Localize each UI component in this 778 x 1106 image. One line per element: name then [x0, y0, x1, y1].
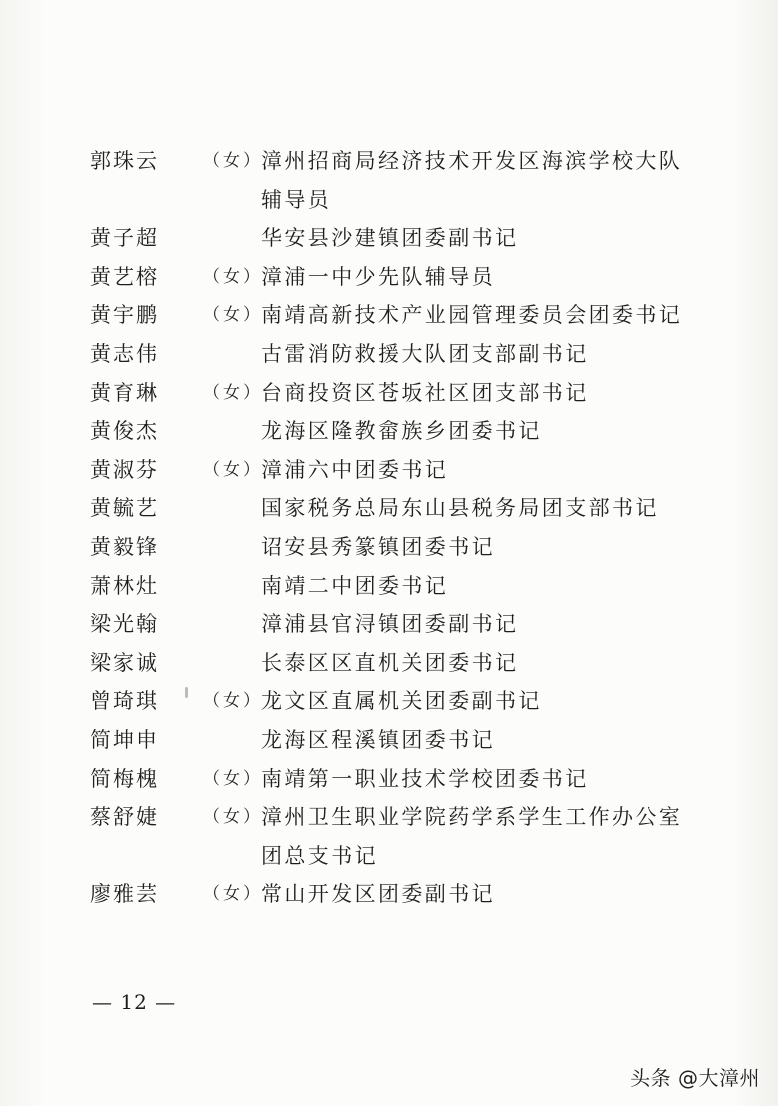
scan-speck: [185, 687, 188, 698]
person-name: 黄淑芬: [90, 457, 159, 482]
person-title: 龙文区直属机关团委副书记: [261, 689, 542, 714]
person-title: 漳浦六中团委书记: [261, 457, 449, 482]
list-item: [0, 489, 778, 528]
person-title: 漳浦一中少先队辅导员: [261, 264, 495, 289]
gender-mark: （女）: [203, 768, 263, 789]
list-item: [0, 335, 778, 374]
person-title: 龙海区隆教畲族乡团委书记: [261, 419, 542, 444]
gender-mark: （女）: [203, 305, 263, 326]
person-name: 简梅槐: [90, 766, 159, 791]
gender-mark: （女）: [203, 382, 263, 403]
list-item: [0, 875, 778, 914]
person-name: 廖雅芸: [90, 882, 159, 907]
list-item: [0, 219, 778, 258]
person-title: 漳州卫生职业学院药学系学生工作办公室团总支书记: [261, 805, 683, 868]
list-item: [0, 760, 778, 799]
person-name: 梁光翰: [90, 612, 159, 637]
list-item: [0, 605, 778, 644]
person-name: 萧林灶: [90, 573, 159, 598]
list-item: [0, 567, 778, 606]
person-name: 黄毅锋: [90, 534, 159, 559]
list-item: [0, 258, 778, 297]
list-item: [0, 412, 778, 451]
person-name: 曾琦琪: [90, 689, 159, 714]
person-name: 蔡舒婕: [90, 805, 159, 830]
list-item: [0, 798, 778, 875]
gender-mark: （女）: [203, 151, 263, 171]
gender-mark: （女）: [203, 807, 263, 828]
person-title: 国家税务总局东山县税务局团支部书记: [261, 496, 659, 521]
person-name: 黄宇鹏: [90, 303, 159, 328]
list-item: [0, 721, 778, 760]
person-name: 简坤申: [90, 727, 159, 752]
gender-mark: （女）: [203, 266, 263, 287]
person-title: 龙海区程溪镇团委书记: [261, 727, 495, 752]
page-number: — 12 —: [92, 990, 177, 1014]
person-name: 黄子超: [90, 226, 159, 251]
list-item: [0, 374, 778, 413]
list-item: [0, 528, 778, 567]
person-name: 梁家诚: [90, 650, 159, 675]
person-title: 南靖二中团委书记: [261, 573, 449, 598]
gender-mark: （女）: [203, 884, 263, 905]
list-item: [0, 451, 778, 490]
name-list: [0, 142, 778, 914]
person-title: 台商投资区苍坂社区团支部书记: [261, 380, 589, 405]
gender-mark: （女）: [203, 691, 263, 712]
list-item: [0, 296, 778, 335]
person-name: 黄毓艺: [90, 496, 159, 521]
list-item: [0, 142, 778, 219]
person-title: 诏安县秀篆镇团委书记: [261, 534, 495, 559]
person-title: 常山开发区团委副书记: [261, 882, 495, 907]
person-name: 黄志伟: [90, 341, 159, 366]
person-name: 黄俊杰: [90, 419, 159, 444]
person-title: 长泰区区直机关团委书记: [261, 650, 519, 675]
person-title: 漳浦县官浔镇团委副书记: [261, 612, 519, 637]
gender-mark: （女）: [203, 459, 263, 480]
person-name: 黄艺榕: [90, 264, 159, 289]
list-item: [0, 682, 778, 721]
person-title: 漳州招商局经济技术开发区海滨学校大队辅导员: [261, 149, 683, 212]
person-name: 黄育琳: [90, 380, 159, 405]
person-name: 郭珠云: [90, 149, 159, 173]
watermark: 头条 @大漳州: [630, 1066, 760, 1090]
person-title: 华安县沙建镇团委副书记: [261, 226, 519, 251]
person-title: 南靖高新技术产业园管理委员会团委书记: [261, 303, 683, 328]
person-title: 古雷消防救援大队团支部副书记: [261, 341, 589, 366]
person-title: 南靖第一职业技术学校团委书记: [261, 766, 589, 791]
list-item: [0, 644, 778, 683]
